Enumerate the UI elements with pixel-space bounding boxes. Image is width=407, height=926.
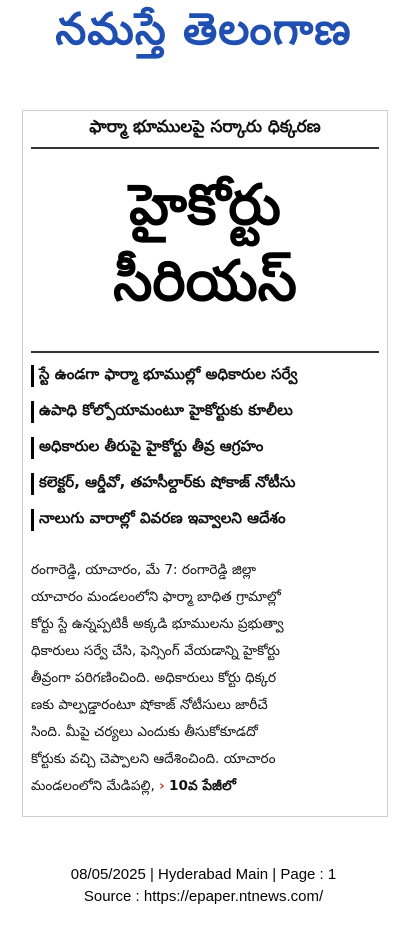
jump-arrow-icon: › — [159, 778, 165, 794]
footer-source[interactable]: Source : https://epaper.ntnews.com/ — [83, 888, 324, 905]
kicker: ఫార్మా భూములపై సర్కారు ధిక్కరణ — [89, 117, 321, 137]
body-line: రంగారెడ్డి, యాచారం, మే 7: రంగారెడ్డి జిల్లా — [31, 562, 257, 578]
headline-line-1: హైకోర్టు — [129, 173, 281, 238]
body-line: సింది. మీపై చర్యలు ఎందుకు తీసుకోకూడదో — [31, 724, 258, 740]
body-line: కోర్టుకు వచ్చి చెప్పాలని ఆదేశించింది. యాచారం — [31, 751, 276, 767]
body-line: ణకు పాల్పడ్డారంటూ షోకాజ్ నోటీసులు జారీచే — [31, 697, 268, 713]
article-body — [31, 557, 379, 800]
masthead-title: నమస్తే తెలంగాణ — [55, 4, 352, 55]
footer-date-edition: 08/05/2025 | Hyderabad Main | Page : 1 — [70, 866, 337, 883]
body-line: తీవ్రంగా పరిగణించింది. అధికారులు కోర్టు ధిక్కర — [31, 670, 277, 686]
continued-link[interactable]: 10వ పేజీలో — [169, 778, 236, 794]
body-line: కోర్టు స్టే ఉన్నప్పటికీ అక్కడి భూములను ప్రభుత్వా — [31, 616, 284, 632]
subhead-5: నాలుగు వారాల్లో వివరణ ఇవ్వాలని ఆదేశం — [31, 509, 286, 531]
body-line: ధికారులు సర్వే చేసి, ఫెన్సింగ్ వేయడాన్ని హైకోర్టు — [31, 643, 280, 659]
subhead-2: ఉపాధి కోల్పోయామంటూ హైకోర్టుకు కూలీలు — [31, 401, 293, 423]
body-line: యాచారం మండలంలోని ఫార్మా బాధిత గ్రామాల్లో — [31, 589, 281, 605]
masthead-logo — [0, 0, 407, 70]
headline-line-2: సీరియస్ — [113, 249, 297, 314]
body-line-last — [31, 773, 379, 800]
headline-divider — [31, 351, 379, 353]
news-clipping — [22, 110, 388, 817]
subhead-4: కలెక్టర్, ఆర్డీవో, తహసీల్దార్‌కు షోకాజ్ నోటీసు — [31, 473, 295, 495]
subhead-1: స్టే ఉండగా ఫార్మా భూముల్లో అధికారుల సర్వే — [31, 365, 297, 387]
top-divider — [31, 147, 379, 149]
body-last-text: మండలంలోని మేడిపల్లి, — [31, 778, 155, 794]
subhead-3: అధికారుల తీరుపై హైకోర్టు తీవ్ర ఆగ్రహం — [31, 437, 263, 459]
